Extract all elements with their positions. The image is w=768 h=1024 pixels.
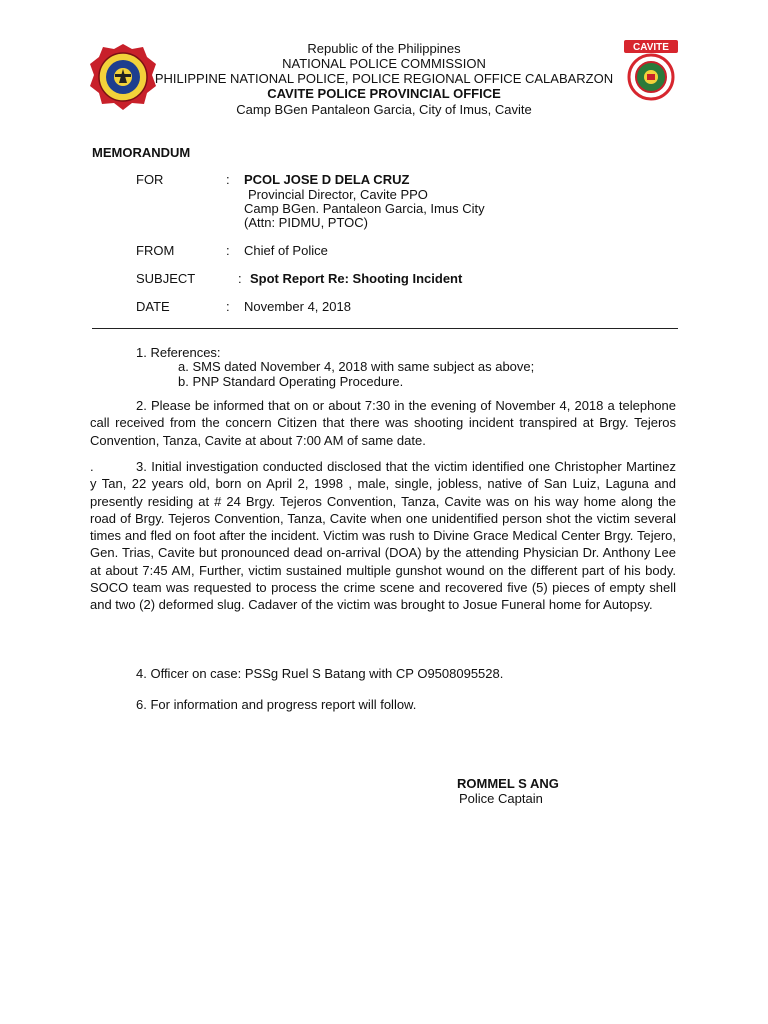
references-heading: 1. References:	[136, 345, 221, 360]
header-pnp-pro: PHILIPPINE NATIONAL POLICE, POLICE REGIONAL OFFICE CALABARZON	[154, 71, 614, 86]
reference-a: a. SMS dated November 4, 2018 with same subject as above;	[178, 359, 535, 374]
for-address: Camp BGen. Pantaleon Garcia, Imus City	[244, 201, 485, 216]
paragraph-4: 4. Officer on case: PSSg Ruel S Batang with CP O9508095528.	[136, 666, 504, 681]
date-label: DATE	[136, 299, 170, 314]
for-attention: (Attn: PIDMU, PTOC)	[244, 215, 368, 230]
subject-label: SUBJECT	[136, 271, 196, 286]
for-label: FOR	[136, 172, 164, 187]
subject-colon: :	[238, 271, 242, 286]
header-address: Camp BGen Pantaleon Garcia, City of Imus, Cavite	[236, 102, 532, 117]
paragraph-3: 3. Initial investigation conducted disclosed that the victim identified one Christopher Martinez y Tan, 22 years old, born on April 2, 1998 , male, single, jobless, native of San Luiz, Laguna and presently residing at # 24 Brgy. Tejeros Convention, Tanza, Cavite was on his way home along the road of Brgy. Tejeros Convention, Tanza, Cavite when one unidentified person shot the victim several times and fled on foot after the incident. Victim was rush to Divine Grace Medical Center Brgy. Tejero, Gen. Trias, Cavite but pronounced dead on-arrival (DOA) by the attending Physician Dr. Anthony Lee at about 7:45 AM, Further, victim sustained multiple gunshot wound on the different part of his body. SOCO team was requested to process the crime scene and recovered five (5) pieces of empty shell and two (2) deformed slug. Cadaver of the victim was brought to Josue Funeral home for Autopsy.	[90, 459, 676, 613]
cavite-logo-text: CAVITE	[633, 42, 669, 53]
paragraph-3-dot: .	[90, 459, 94, 474]
for-name: PCOL JOSE D DELA CRUZ	[244, 172, 410, 187]
header-republic: Republic of the Philippines	[307, 41, 461, 56]
subject-value: Spot Report Re: Shooting Incident	[250, 271, 463, 286]
paragraph-6: 6. For information and progress report will follow.	[136, 697, 417, 712]
date-colon: :	[226, 299, 230, 314]
from-colon: :	[226, 243, 230, 258]
from-value: Chief of Police	[244, 243, 328, 258]
reference-b: b. PNP Standard Operating Procedure.	[178, 374, 404, 389]
header-cavite-ppo: CAVITE POLICE PROVINCIAL OFFICE	[267, 86, 501, 101]
for-position: Provincial Director, Cavite PPO	[248, 187, 428, 202]
date-value: November 4, 2018	[244, 299, 351, 314]
for-colon: :	[226, 172, 230, 187]
from-label: FROM	[136, 243, 175, 258]
signatory-name: ROMMEL S ANG	[457, 776, 559, 791]
header-napolcom: NATIONAL POLICE COMMISSION	[282, 56, 486, 71]
signatory-rank: Police Captain	[459, 791, 543, 806]
header-divider	[92, 328, 678, 329]
paragraph-2: 2. Please be informed that on or about 7:30 in the evening of November 4, 2018 a telephone call received from the concern Citizen that there was shooting incident transpired at Brgy. Tejeros Convention, Tanza, Cavite at about 7:00 AM of same date.	[90, 398, 676, 448]
memo-title: MEMORANDUM	[92, 145, 191, 160]
